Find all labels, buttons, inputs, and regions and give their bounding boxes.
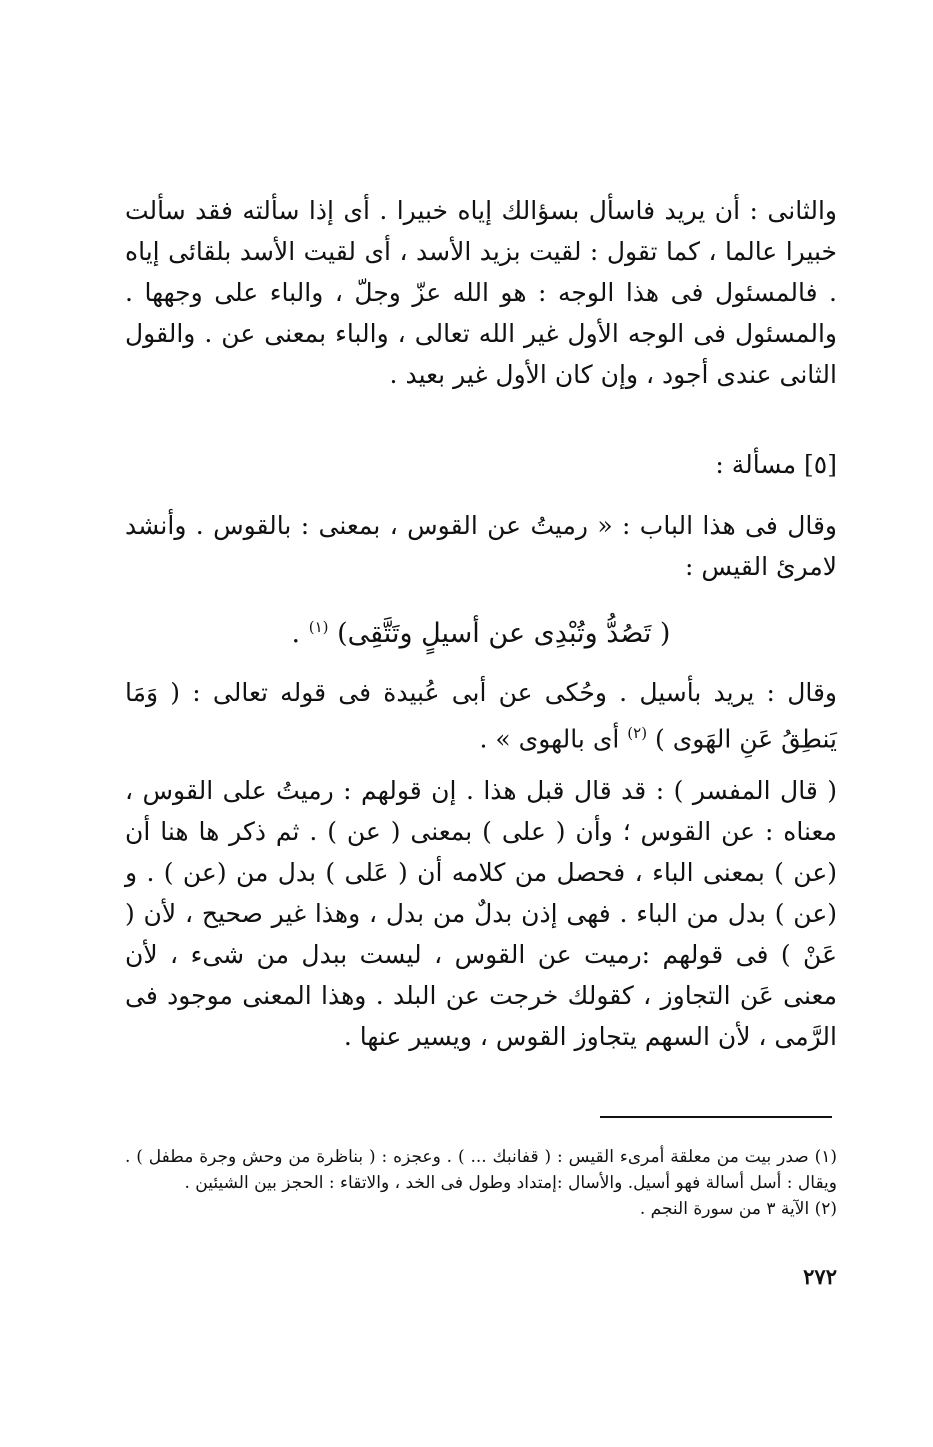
footnote-1: (١) صدر بيت من معلقة أمرىء القيس : ( قفانبك ... ) . وعجزه : ( بناظرة من وحش وجرة مطفل ) . ويقال : أسل أسالة فهو أسيل. والأسال :إمتداد وطول فى الخد ، والاتقاء : الحجز بين الشيئين . — [125, 1147, 837, 1193]
footnotes — [125, 1144, 837, 1222]
verse-footnote-mark: (١) — [308, 618, 329, 636]
paragraph-3-block — [125, 672, 837, 759]
footnote-2: (٢) الآية ٣ من سورة النجم . — [639, 1199, 837, 1219]
paragraph-1-block — [125, 190, 837, 395]
paragraph-2-block — [125, 505, 837, 587]
paragraph-1: والثانى : أن يريد فاسأل بسؤالك إياه خبيرا . أى إذا سألته فقد سألت خبيرا عالما ، كما تقول : لقيت بزيد الأسد ، أى لقيت الأسد بلقائى إياه . فالمسئول فى هذا الوجه : هو الله عزّ وجلّ ، والباء على وجهها . والمسئول فى الوجه الأول غير الله تعالى ، والباء بمعنى عن . والقول الثانى عندى أجود ، وإن كان الأول غير بعيد . — [125, 196, 837, 389]
verse-text: ( تَصُدُّ وتُبْدِى عن أسيلٍ وتَتَّقِى) — [337, 618, 671, 649]
paragraph-3-footnote-mark: (٢) — [627, 724, 648, 742]
paragraph-3 — [125, 672, 837, 759]
paragraph-3-start: وقال : يريد بأسيل . وحُكى عن أبى عُبيدة فى قوله تعالى : ( وَمَا يَنطِقُ عَنِ الهَوى ) — [125, 678, 837, 754]
section-heading: [٥] مسألة : — [715, 450, 837, 479]
paragraph-2: وقال فى هذا الباب : « رميتُ عن القوس ، بمعنى : بالقوس . وأنشد لامرئ القيس : — [125, 511, 837, 581]
paragraph-4-block — [125, 770, 837, 1057]
page-number: ٢٧٢ — [803, 1264, 837, 1289]
paragraph-3-end: أى بالهوى » . — [479, 724, 620, 754]
poetry-verse — [125, 607, 837, 654]
footnote-divider — [600, 1116, 832, 1118]
verse-end-mark: . — [291, 618, 301, 649]
paragraph-4: ( قال المفسر ) : قد قال قبل هذا . إن قولهم : رميتُ على القوس ، معناه : عن القوس ؛ وأن ( على ) بمعنى ( عن ) . ثم ذكر ها هنا أن (عن ) بمعنى الباء ، فحصل من كلامه أن ( عَلى ) بدل من (عن ) . و (عن ) بدل من الباء . فهى إذن بدلٌ من بدل ، وهذا غير صحيح ، لأن ( عَنْ ) فى قولهم :رميت عن القوس ، ليست ببدل من شىء ، لأن معنى عَن التجاوز ، كقولك خرجت عن البلد . وهذا المعنى موجود فى الرَّمى ، لأن السهم يتجاوز القوس ، ويسير عنها . — [125, 776, 837, 1051]
